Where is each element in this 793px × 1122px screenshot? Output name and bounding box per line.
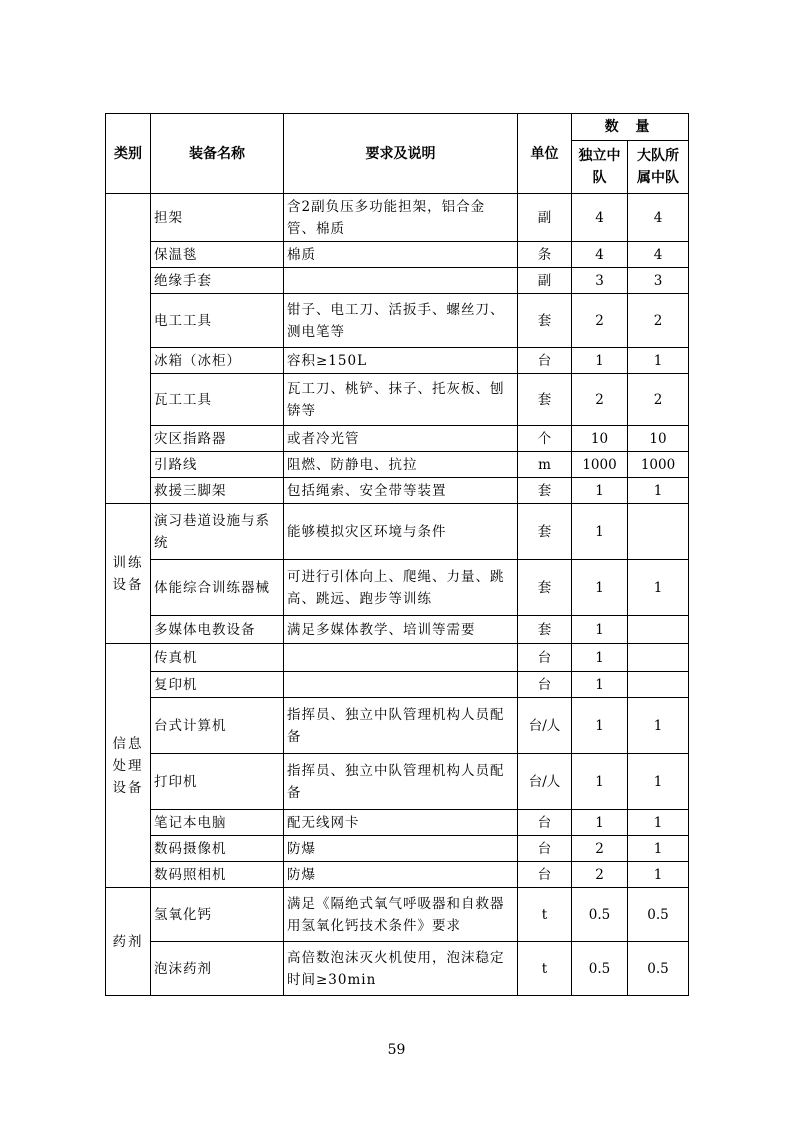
item-requirement: 含2副负压多功能担架，铝合金管、棉质 xyxy=(284,194,518,242)
equipment-table xyxy=(105,113,689,996)
qty-independent: 3 xyxy=(572,268,628,294)
header-affiliated: 大队所属中队 xyxy=(628,141,689,194)
header-unit: 单位 xyxy=(518,114,572,194)
table-row xyxy=(106,426,689,452)
item-unit: t xyxy=(518,942,572,996)
item-name: 电工工具 xyxy=(151,294,284,348)
qty-independent: 10 xyxy=(572,426,628,452)
table-row xyxy=(106,504,689,560)
qty-affiliated: 4 xyxy=(628,242,689,268)
qty-affiliated: 2 xyxy=(628,374,689,426)
qty-affiliated: 0.5 xyxy=(628,888,689,942)
item-unit: 个 xyxy=(518,426,572,452)
qty-affiliated: 1000 xyxy=(628,452,689,478)
table-row xyxy=(106,810,689,836)
qty-affiliated: 3 xyxy=(628,268,689,294)
qty-independent: 1 xyxy=(572,504,628,560)
item-requirement xyxy=(284,644,518,672)
table-row xyxy=(106,754,689,810)
qty-independent: 2 xyxy=(572,374,628,426)
qty-independent: 4 xyxy=(572,194,628,242)
qty-affiliated: 10 xyxy=(628,426,689,452)
item-name: 复印机 xyxy=(151,672,284,698)
item-requirement: 能够模拟灾区环境与条件 xyxy=(284,504,518,560)
header-quantity: 数 量 xyxy=(572,114,689,141)
item-unit: 套 xyxy=(518,504,572,560)
item-name: 泡沫药剂 xyxy=(151,942,284,996)
qty-affiliated: 1 xyxy=(628,810,689,836)
item-unit: 台 xyxy=(518,644,572,672)
item-unit: 副 xyxy=(518,194,572,242)
qty-independent: 1 xyxy=(572,348,628,374)
item-name: 瓦工工具 xyxy=(151,374,284,426)
item-requirement: 满足《隔绝式氧气呼吸器和自救器用氢氧化钙技术条件》要求 xyxy=(284,888,518,942)
item-name: 体能综合训练器械 xyxy=(151,560,284,616)
table-row xyxy=(106,942,689,996)
table-row xyxy=(106,672,689,698)
item-unit: t xyxy=(518,888,572,942)
qty-affiliated: 1 xyxy=(628,478,689,504)
item-requirement: 钳子、电工刀、活扳手、螺丝刀、测电笔等 xyxy=(284,294,518,348)
item-unit: 副 xyxy=(518,268,572,294)
table-row xyxy=(106,452,689,478)
item-name: 冰箱（冰柜） xyxy=(151,348,284,374)
qty-affiliated: 1 xyxy=(628,754,689,810)
category-cell xyxy=(106,194,151,504)
item-name: 绝缘手套 xyxy=(151,268,284,294)
category-cell: 信息处理设备 xyxy=(106,644,151,888)
item-name: 灾区指路器 xyxy=(151,426,284,452)
item-unit: 台/人 xyxy=(518,754,572,810)
item-unit: 套 xyxy=(518,374,572,426)
table-row xyxy=(106,616,689,644)
qty-affiliated: 1 xyxy=(628,348,689,374)
item-unit: 台 xyxy=(518,836,572,862)
item-name: 保温毯 xyxy=(151,242,284,268)
item-requirement: 防爆 xyxy=(284,862,518,888)
item-requirement: 阻燃、防静电、抗拉 xyxy=(284,452,518,478)
qty-independent: 1 xyxy=(572,644,628,672)
header-independent: 独立中队 xyxy=(572,141,628,194)
page-number: 59 xyxy=(387,1042,406,1058)
item-unit: 条 xyxy=(518,242,572,268)
qty-affiliated xyxy=(628,644,689,672)
table-row xyxy=(106,560,689,616)
header-category: 类别 xyxy=(106,114,151,194)
item-unit: 台 xyxy=(518,862,572,888)
qty-independent: 1 xyxy=(572,810,628,836)
qty-affiliated: 2 xyxy=(628,294,689,348)
header-requirement: 要求及说明 xyxy=(284,114,518,194)
table-row xyxy=(106,862,689,888)
item-requirement: 指挥员、独立中队管理机构人员配备 xyxy=(284,698,518,754)
item-unit: 套 xyxy=(518,478,572,504)
qty-affiliated xyxy=(628,672,689,698)
qty-affiliated xyxy=(628,504,689,560)
qty-affiliated: 1 xyxy=(628,698,689,754)
item-requirement: 配无线网卡 xyxy=(284,810,518,836)
table-row xyxy=(106,644,689,672)
qty-affiliated: 1 xyxy=(628,862,689,888)
qty-independent: 0.5 xyxy=(572,888,628,942)
table-row xyxy=(106,348,689,374)
qty-independent: 2 xyxy=(572,862,628,888)
item-unit: 台 xyxy=(518,672,572,698)
qty-independent: 2 xyxy=(572,836,628,862)
table-row xyxy=(106,268,689,294)
qty-independent: 2 xyxy=(572,294,628,348)
item-name: 打印机 xyxy=(151,754,284,810)
item-requirement: 高倍数泡沫灭火机使用，泡沫稳定时间≥30min xyxy=(284,942,518,996)
item-unit: 套 xyxy=(518,616,572,644)
qty-independent: 0.5 xyxy=(572,942,628,996)
item-requirement: 棉质 xyxy=(284,242,518,268)
item-name: 多媒体电教设备 xyxy=(151,616,284,644)
table-row xyxy=(106,836,689,862)
category-cell: 药剂 xyxy=(106,888,151,996)
table-row xyxy=(106,374,689,426)
item-requirement xyxy=(284,268,518,294)
item-name: 台式计算机 xyxy=(151,698,284,754)
item-unit: 套 xyxy=(518,294,572,348)
qty-affiliated: 1 xyxy=(628,560,689,616)
qty-independent: 1 xyxy=(572,698,628,754)
item-name: 救援三脚架 xyxy=(151,478,284,504)
item-requirement: 满足多媒体教学、培训等需要 xyxy=(284,616,518,644)
qty-independent: 1 xyxy=(572,616,628,644)
item-requirement: 瓦工刀、桃铲、抹子、托灰板、刨锛等 xyxy=(284,374,518,426)
qty-independent: 1 xyxy=(572,478,628,504)
item-name: 传真机 xyxy=(151,644,284,672)
qty-affiliated: 0.5 xyxy=(628,942,689,996)
table-row xyxy=(106,478,689,504)
item-unit: 台 xyxy=(518,348,572,374)
qty-independent: 1 xyxy=(572,754,628,810)
table-row xyxy=(106,294,689,348)
item-requirement: 指挥员、独立中队管理机构人员配备 xyxy=(284,754,518,810)
item-name: 数码照相机 xyxy=(151,862,284,888)
category-cell: 训练设备 xyxy=(106,504,151,644)
item-name: 担架 xyxy=(151,194,284,242)
item-name: 笔记本电脑 xyxy=(151,810,284,836)
header-row xyxy=(106,114,689,141)
qty-independent: 1 xyxy=(572,672,628,698)
qty-affiliated xyxy=(628,616,689,644)
item-requirement: 容积≥150L xyxy=(284,348,518,374)
table-row xyxy=(106,888,689,942)
item-requirement xyxy=(284,672,518,698)
item-requirement: 包括绳索、安全带等装置 xyxy=(284,478,518,504)
table-row xyxy=(106,194,689,242)
item-unit: 台 xyxy=(518,810,572,836)
qty-affiliated: 4 xyxy=(628,194,689,242)
item-unit: 套 xyxy=(518,560,572,616)
qty-independent: 1000 xyxy=(572,452,628,478)
item-name: 氢氧化钙 xyxy=(151,888,284,942)
qty-affiliated: 1 xyxy=(628,836,689,862)
item-requirement: 或者冷光管 xyxy=(284,426,518,452)
item-unit: m xyxy=(518,452,572,478)
table-row xyxy=(106,242,689,268)
item-requirement: 防爆 xyxy=(284,836,518,862)
table-row xyxy=(106,698,689,754)
item-requirement: 可进行引体向上、爬绳、力量、跳高、跳远、跑步等训练 xyxy=(284,560,518,616)
qty-independent: 1 xyxy=(572,560,628,616)
qty-independent: 4 xyxy=(572,242,628,268)
item-name: 数码摄像机 xyxy=(151,836,284,862)
item-unit: 台/人 xyxy=(518,698,572,754)
item-name: 引路线 xyxy=(151,452,284,478)
item-name: 演习巷道设施与系统 xyxy=(151,504,284,560)
header-name: 装备名称 xyxy=(151,114,284,194)
